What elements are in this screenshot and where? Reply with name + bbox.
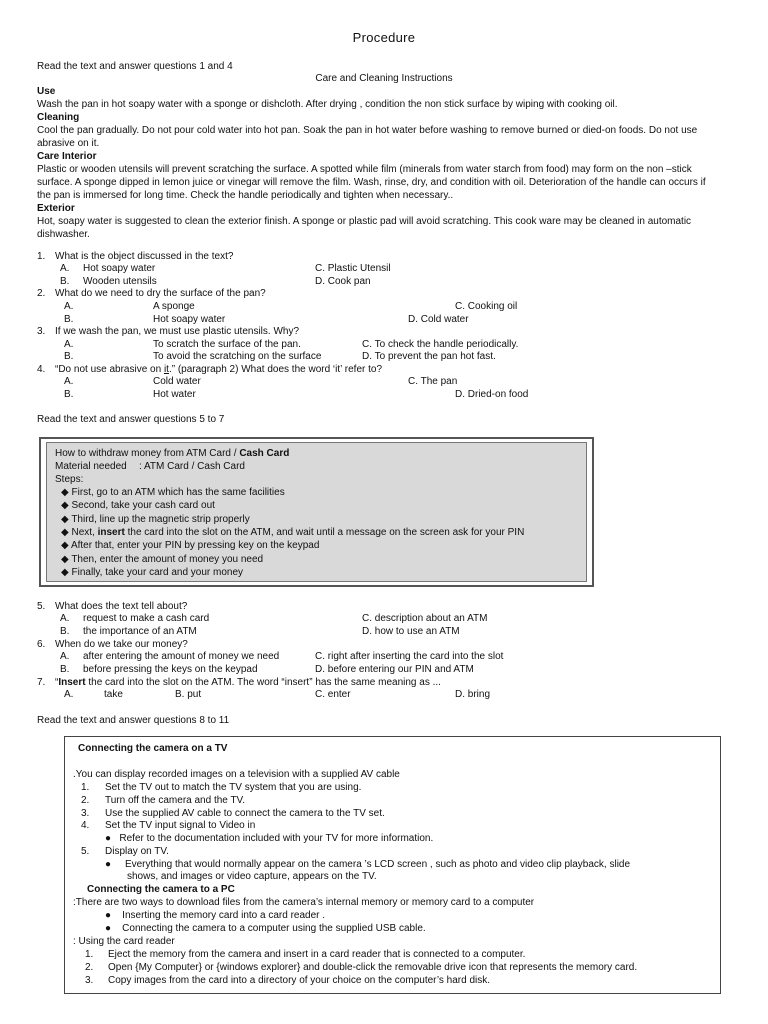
- q6-option-c[interactable]: C. right after inserting the card into the slot: [315, 651, 504, 662]
- interior-heading: Care Interior: [37, 151, 97, 162]
- q2-b-label: B.: [64, 314, 74, 325]
- camera-instructions-box: [64, 736, 721, 994]
- q5-a-label: A.: [60, 613, 70, 624]
- atm-step-1: [61, 487, 285, 498]
- diamond-bullet-icon: ◆: [61, 540, 69, 551]
- reader-step-2: Open {My Computer} or {windows explorer} and double-click the removable drive icon that represents the memory card.: [108, 962, 638, 973]
- camera-tv-intro: .You can display recorded images on a television with a supplied AV cable: [73, 769, 400, 780]
- q5-b-label: B.: [60, 626, 70, 637]
- q2-text: What do we need to dry the surface of the pan?: [55, 288, 266, 299]
- q7-text-pre: “: [55, 677, 59, 688]
- tv-step-5-note-2: shows, and images or video capture, appears on the TV.: [127, 871, 377, 882]
- atm-procedure-box: [39, 437, 594, 587]
- tv-step-3: Use the supplied AV cable to connect the camera to the TV set.: [105, 808, 385, 819]
- atm-steps-label: Steps:: [55, 474, 84, 485]
- camera-pc-intro: :There are two ways to download files from the camera’s internal memory or memory card to a computer: [73, 897, 535, 908]
- q1-number: 1.: [37, 251, 46, 262]
- q4-option-a[interactable]: Cold water: [153, 376, 201, 387]
- reader-step-3-number: 3.: [85, 975, 94, 986]
- atm-step-2: [61, 500, 215, 511]
- q1-option-b[interactable]: Wooden utensils: [83, 276, 157, 287]
- q3-option-d[interactable]: D. To prevent the pan hot fast.: [362, 351, 496, 362]
- q3-number: 3.: [37, 326, 46, 337]
- q7-number: 7.: [37, 677, 46, 688]
- atm-title-bold: Cash Card: [239, 448, 290, 459]
- q7-text-bold: Insert: [58, 677, 86, 688]
- atm-step-3-text: Third, line up the magnetic strip properly: [71, 514, 250, 525]
- camera-tv-heading: Connecting the camera on a TV: [78, 743, 228, 754]
- q6-number: 6.: [37, 639, 46, 650]
- atm-step-4-post: the card into the slot on the ATM, and wait until a message on the screen ask for your PIN: [124, 527, 525, 538]
- q5-option-a[interactable]: request to make a cash card: [83, 613, 210, 624]
- atm-title: [55, 448, 289, 459]
- round-bullet-icon: ●: [105, 859, 112, 870]
- q2-number: 2.: [37, 288, 46, 299]
- q6-option-b[interactable]: before pressing the keys on the keypad: [83, 664, 258, 675]
- tv-step-5: Display on TV.: [105, 846, 169, 857]
- q4-text: [55, 364, 382, 377]
- atm-step-6-text: Then, enter the amount of money you need: [71, 554, 264, 565]
- q7-option-d[interactable]: D. bring: [455, 689, 491, 700]
- round-bullet-icon: ●: [105, 833, 112, 844]
- reader-step-1: Eject the memory from the camera and insert in a card reader that is connected to a computer.: [108, 949, 526, 960]
- atm-material-label: Material needed: [55, 461, 127, 472]
- atm-step-7-text: Finally, take your card and your money: [71, 567, 244, 578]
- q5-option-b[interactable]: the importance of an ATM: [83, 626, 197, 637]
- instruction-1: Read the text and answer questions 1 and 4: [37, 61, 233, 72]
- exterior-text: Hot, soapy water is suggested to clean the exterior finish. A sponge or plastic pad will avoid scratching. This cook ware may be cleaned in automatic dishwasher.: [37, 216, 692, 240]
- q1-b-label: B.: [60, 276, 70, 287]
- q7-a-label: A.: [64, 689, 74, 700]
- q4-option-d[interactable]: D. Dried-on food: [455, 389, 529, 400]
- q2-option-d[interactable]: D. Cold water: [408, 314, 469, 325]
- diamond-bullet-icon: ◆: [61, 554, 69, 565]
- tv-step-5-number: 5.: [81, 846, 90, 857]
- tv-step-1: Set the TV out to match the TV system that you are using.: [105, 782, 362, 793]
- q3-a-label: A.: [64, 339, 74, 350]
- q6-b-label: B.: [60, 664, 70, 675]
- atm-step-4: [61, 527, 524, 538]
- q4-text-it: it: [163, 364, 169, 375]
- q4-option-b[interactable]: Hot water: [153, 389, 196, 400]
- q2-option-a[interactable]: A sponge: [153, 301, 195, 312]
- reader-step-3: Copy images from the card into a directory of your choice on the computer’s hard disk.: [108, 975, 491, 986]
- q6-a-label: A.: [60, 651, 70, 662]
- q7-text-post: the card into the slot on the ATM. The word “insert” has the same meaning as ...: [85, 677, 441, 688]
- q3-text: If we wash the pan, we must use plastic utensils. Why?: [55, 326, 299, 337]
- q1-option-d[interactable]: D. Cook pan: [315, 276, 371, 287]
- atm-material-value: : ATM Card / Cash Card: [139, 461, 245, 472]
- atm-step-4-bold: insert: [97, 527, 125, 538]
- q7-option-b[interactable]: B. put: [175, 689, 202, 700]
- use-heading: Use: [37, 86, 56, 97]
- q3-b-label: B.: [64, 351, 74, 362]
- diamond-bullet-icon: ◆: [61, 567, 69, 578]
- diamond-bullet-icon: ◆: [61, 527, 69, 538]
- q4-option-c[interactable]: C. The pan: [408, 376, 458, 387]
- care-heading: Care and Cleaning Instructions: [315, 73, 453, 84]
- cleaning-text: Cool the pan gradually. Do not pour cold water into hot pan. Soak the pan in hot water before washing to remove burned or died-on foods. Do not use abrasive on it.: [37, 125, 698, 149]
- q6-option-d[interactable]: D. before entering our PIN and ATM: [315, 664, 474, 675]
- pc-way-1-text: Inserting the memory card into a card reader .: [122, 910, 326, 921]
- q3-option-c[interactable]: C. To check the handle periodically.: [362, 339, 519, 350]
- atm-step-4-pre: Next,: [71, 527, 98, 538]
- atm-step-5: [61, 540, 319, 551]
- q4-b-label: B.: [64, 389, 74, 400]
- diamond-bullet-icon: ◆: [61, 500, 69, 511]
- page-title: Procedure: [352, 30, 416, 45]
- atm-step-7: [61, 567, 243, 578]
- atm-step-5-text: After that, enter your PIN by pressing key on the keypad: [70, 540, 320, 551]
- q4-number: 4.: [37, 364, 46, 375]
- q1-option-a[interactable]: Hot soapy water: [83, 263, 156, 274]
- tv-step-4-bullet: [105, 833, 433, 844]
- instruction-3: Read the text and answer questions 8 to 11: [37, 715, 230, 726]
- atm-step-3: [61, 514, 250, 525]
- tv-step-2-number: 2.: [81, 795, 90, 806]
- atm-procedure-panel: [46, 442, 587, 582]
- round-bullet-icon: ●: [105, 923, 112, 934]
- tv-step-4: Set the TV input signal to Video in: [105, 820, 256, 831]
- q5-number: 5.: [37, 601, 46, 612]
- q3-option-b[interactable]: To avoid the scratching on the surface: [153, 351, 322, 362]
- q7-option-a[interactable]: take: [104, 689, 123, 700]
- pc-way-1: [105, 910, 325, 921]
- q4-text-pre: “Do not use abrasive on: [55, 364, 164, 375]
- tv-step-2: Turn off the camera and the TV.: [105, 795, 246, 806]
- tv-step-4-note: Refer to the documentation included with your TV for more information.: [119, 833, 434, 844]
- round-bullet-icon: ●: [105, 910, 112, 921]
- instruction-2: Read the text and answer questions 5 to 7: [37, 414, 225, 425]
- tv-step-3-number: 3.: [81, 808, 90, 819]
- tv-step-5-note-1: Everything that would normally appear on the camera ’s LCD screen , such as photo and video clip playback, slide: [124, 859, 631, 870]
- atm-title-pre: How to withdraw money from ATM Card /: [55, 448, 240, 459]
- q5-option-c[interactable]: C. description about an ATM: [362, 613, 488, 624]
- q1-text: What is the object discussed in the text?: [55, 251, 234, 262]
- q7-option-c[interactable]: C. enter: [315, 689, 351, 700]
- q5-option-d[interactable]: D. how to use an ATM: [362, 626, 460, 637]
- q4-text-post: .” (paragraph 2) What does the word ‘it’ refer to?: [168, 364, 383, 375]
- q1-a-label: A.: [60, 263, 70, 274]
- exterior-heading: Exterior: [37, 203, 75, 214]
- q6-option-a[interactable]: after entering the amount of money we need: [83, 651, 280, 662]
- q2-a-label: A.: [64, 301, 74, 312]
- camera-pc-heading: Connecting the camera to a PC: [87, 884, 235, 895]
- pc-way-2-text: Connecting the camera to a computer using the supplied USB cable.: [122, 923, 426, 934]
- q5-text: What does the text tell about?: [55, 601, 188, 612]
- interior-text: Plastic or wooden utensils will prevent scratching the surface. A spotted while film (minerals from water starch from food) may form on the non –stick surface. A sponge dipped in lemon juice or vinegar will remove the film. Wash, rinse, dry, and condition with oil. Deterioration of the handle can occurs if the pan is immersed for long time. Check the handle periodically and tighten when necessary..: [37, 164, 706, 201]
- care-text: [37, 85, 717, 241]
- atm-step-2-text: Second, take your cash card out: [71, 500, 215, 511]
- tv-step-4-number: 4.: [81, 820, 90, 831]
- tv-step-5-bullet: [105, 859, 630, 870]
- q2-option-b[interactable]: Hot soapy water: [153, 314, 226, 325]
- tv-step-1-number: 1.: [81, 782, 90, 793]
- q4-a-label: A.: [64, 376, 74, 387]
- reader-step-1-number: 1.: [85, 949, 94, 960]
- atm-step-1-text: First, go to an ATM which has the same facilities: [71, 487, 285, 498]
- q6-text: When do we take our money?: [55, 639, 188, 650]
- q1-option-c[interactable]: C. Plastic Utensil: [315, 263, 391, 274]
- atm-step-6: [61, 554, 263, 565]
- q2-option-c[interactable]: C. Cooking oil: [455, 301, 518, 312]
- pc-way-2: [105, 923, 426, 934]
- card-reader-heading: : Using the card reader: [73, 936, 175, 947]
- q7-text: [55, 677, 441, 690]
- use-text: Wash the pan in hot soapy water with a sponge or dishcloth. After drying , condition the non stick surface by wiping with cooking oil.: [37, 99, 618, 110]
- cleaning-heading: Cleaning: [37, 112, 80, 123]
- q3-option-a[interactable]: To scratch the surface of the pan.: [153, 339, 301, 350]
- diamond-bullet-icon: ◆: [61, 487, 69, 498]
- diamond-bullet-icon: ◆: [61, 514, 69, 525]
- reader-step-2-number: 2.: [85, 962, 94, 973]
